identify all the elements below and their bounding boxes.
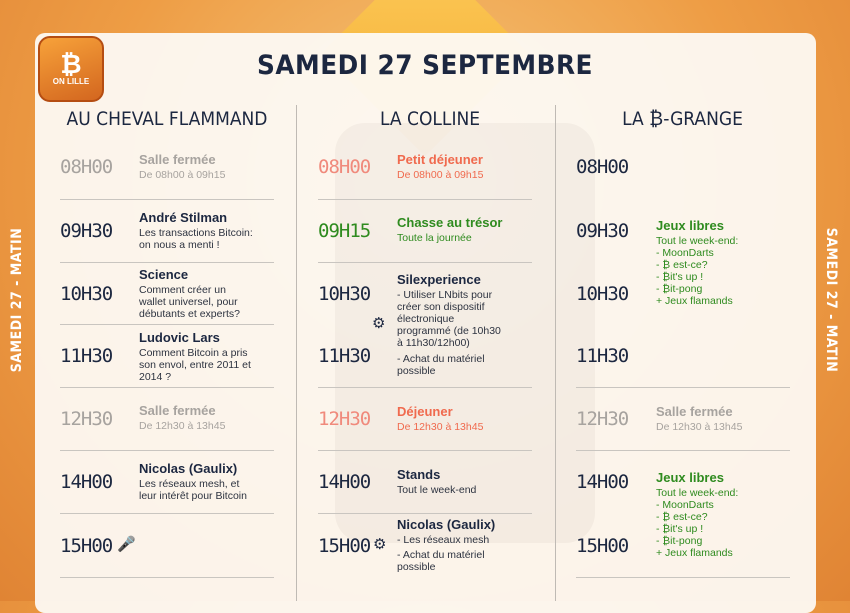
- logo-symbol: ₿: [60, 49, 82, 79]
- event-block: [397, 215, 545, 244]
- event-block: [656, 218, 804, 307]
- event-block: [397, 467, 545, 496]
- side-label-left: SAMEDI 27 - MATIN: [9, 227, 25, 373]
- time-slot: 11H30: [576, 345, 629, 367]
- event-title: Déjeuner: [397, 404, 453, 419]
- time-slot: 14H00: [60, 471, 113, 493]
- row-divider: [318, 199, 532, 200]
- event-description: - Les réseaux mesh: [397, 534, 490, 546]
- event-title: Jeux libres: [656, 470, 724, 485]
- event-description: De 08h00 à 09h15: [139, 169, 226, 181]
- time-slot: 09H30: [576, 220, 629, 242]
- event-description: Comment créer un wallet universel, pour débutants et experts?: [139, 284, 240, 320]
- event-title: Science: [139, 267, 189, 282]
- row-divider: [60, 450, 274, 451]
- row-divider: [60, 513, 274, 514]
- time-slot: 09H30: [60, 220, 113, 242]
- event-title: Salle fermée: [139, 152, 216, 167]
- row-divider: [318, 387, 532, 388]
- event-description-extra: - Achat du matériel possible: [397, 353, 485, 377]
- event-title: André Stilman: [139, 210, 228, 225]
- time-slot: 15H00: [60, 535, 113, 557]
- event-block: [397, 152, 545, 181]
- event-block: [139, 267, 287, 320]
- event-description: Tout le week-end: - MoonDarts - ₿ est-ce? - ₿it's up ! - ₿it-pong + Jeux flamands: [656, 487, 739, 559]
- side-label-right: SAMEDI 27 - MATIN: [823, 227, 839, 373]
- event-block: [139, 152, 287, 181]
- row-divider: [576, 450, 790, 451]
- column-header-colline: LA COLLINE: [379, 108, 481, 130]
- event-block: [139, 461, 287, 502]
- event-description: - Utiliser LNbits pour créer son dispositif électronique programmé (de 10h30 à 11h30/12h00): [397, 289, 501, 349]
- column-header-grange: LA ₿-GRANGE: [622, 108, 743, 130]
- event-block: [139, 403, 287, 432]
- event-description: De 12h30 à 13h45: [139, 420, 226, 432]
- time-slot: 14H00: [576, 471, 629, 493]
- time-slot: 10H30: [576, 283, 629, 305]
- time-slot: 08H00: [318, 156, 371, 178]
- event-description: Toute la journée: [397, 232, 472, 244]
- time-slot: 10H30: [318, 283, 371, 305]
- event-description: Les réseaux mesh, et leur intérêt pour Bitcoin: [139, 478, 247, 502]
- row-divider: [60, 324, 274, 325]
- event-block: [139, 330, 287, 383]
- event-description: Comment Bitcoin a pris son envol, entre 2011 et 2014 ?: [139, 347, 251, 383]
- event-block: [397, 272, 545, 377]
- row-divider: [576, 387, 790, 388]
- event-description: Tout le week-end: - MoonDarts - ₿ est-ce? - ₿it's up ! - ₿it-pong + Jeux flamands: [656, 235, 739, 307]
- event-title: Chasse au trésor: [397, 215, 503, 230]
- time-slot: 15H00: [576, 535, 629, 557]
- event-description: De 12h30 à 13h45: [397, 421, 484, 433]
- time-slot: 15H00: [318, 535, 371, 557]
- event-title: Salle fermée: [139, 403, 216, 418]
- logo-text: ON LILLE: [52, 77, 90, 86]
- time-slot: 09H15: [318, 220, 371, 242]
- event-description: Tout le week-end: [397, 484, 477, 496]
- time-slot: 11H30: [60, 345, 113, 367]
- event-block: [656, 404, 804, 433]
- event-title: Stands: [397, 467, 441, 482]
- time-slot: 10H30: [60, 283, 113, 305]
- workshop-icon: ⚙: [373, 536, 387, 553]
- event-description: Les transactions Bitcoin: on nous a menti !: [139, 227, 253, 251]
- event-title: Nicolas (Gaulix): [139, 461, 238, 476]
- row-divider: [60, 387, 274, 388]
- time-slot: 08H00: [576, 156, 629, 178]
- time-slot: 12H30: [60, 408, 113, 430]
- row-divider: [60, 577, 274, 578]
- row-divider: [60, 262, 274, 263]
- time-slot: 11H30: [318, 345, 371, 367]
- column-header-cheval: AU CHEVAL FLAMMAND: [66, 108, 268, 130]
- event-description: De 08h00 à 09h15: [397, 169, 484, 181]
- event-block: [656, 470, 804, 559]
- row-divider: [60, 199, 274, 200]
- event-title: Salle fermée: [656, 404, 733, 419]
- column-divider: [296, 105, 297, 601]
- event-block: [397, 517, 545, 573]
- event-block: [139, 210, 287, 251]
- workshop-icon: ⚙: [372, 315, 386, 332]
- row-divider: [576, 577, 790, 578]
- event-description: De 12h30 à 13h45: [656, 421, 743, 433]
- row-divider: [318, 450, 532, 451]
- row-divider: [318, 262, 532, 263]
- column-divider: [555, 105, 556, 601]
- page-title: SAMEDI 27 SEPTEMBRE: [256, 50, 594, 81]
- time-slot: 14H00: [318, 471, 371, 493]
- row-divider: [318, 513, 532, 514]
- microphone-icon: 🎤: [117, 536, 136, 553]
- event-title: Ludovic Lars: [139, 330, 220, 345]
- event-block: [397, 404, 545, 433]
- time-slot: 12H30: [318, 408, 371, 430]
- event-title: Jeux libres: [656, 218, 724, 233]
- time-slot: 12H30: [576, 408, 629, 430]
- event-description-extra: - Achat du matériel possible: [397, 549, 485, 573]
- event-title: Nicolas (Gaulix): [397, 517, 496, 532]
- event-title: Silexperience: [397, 272, 481, 287]
- time-slot: 08H00: [60, 156, 113, 178]
- event-title: Petit déjeuner: [397, 152, 483, 167]
